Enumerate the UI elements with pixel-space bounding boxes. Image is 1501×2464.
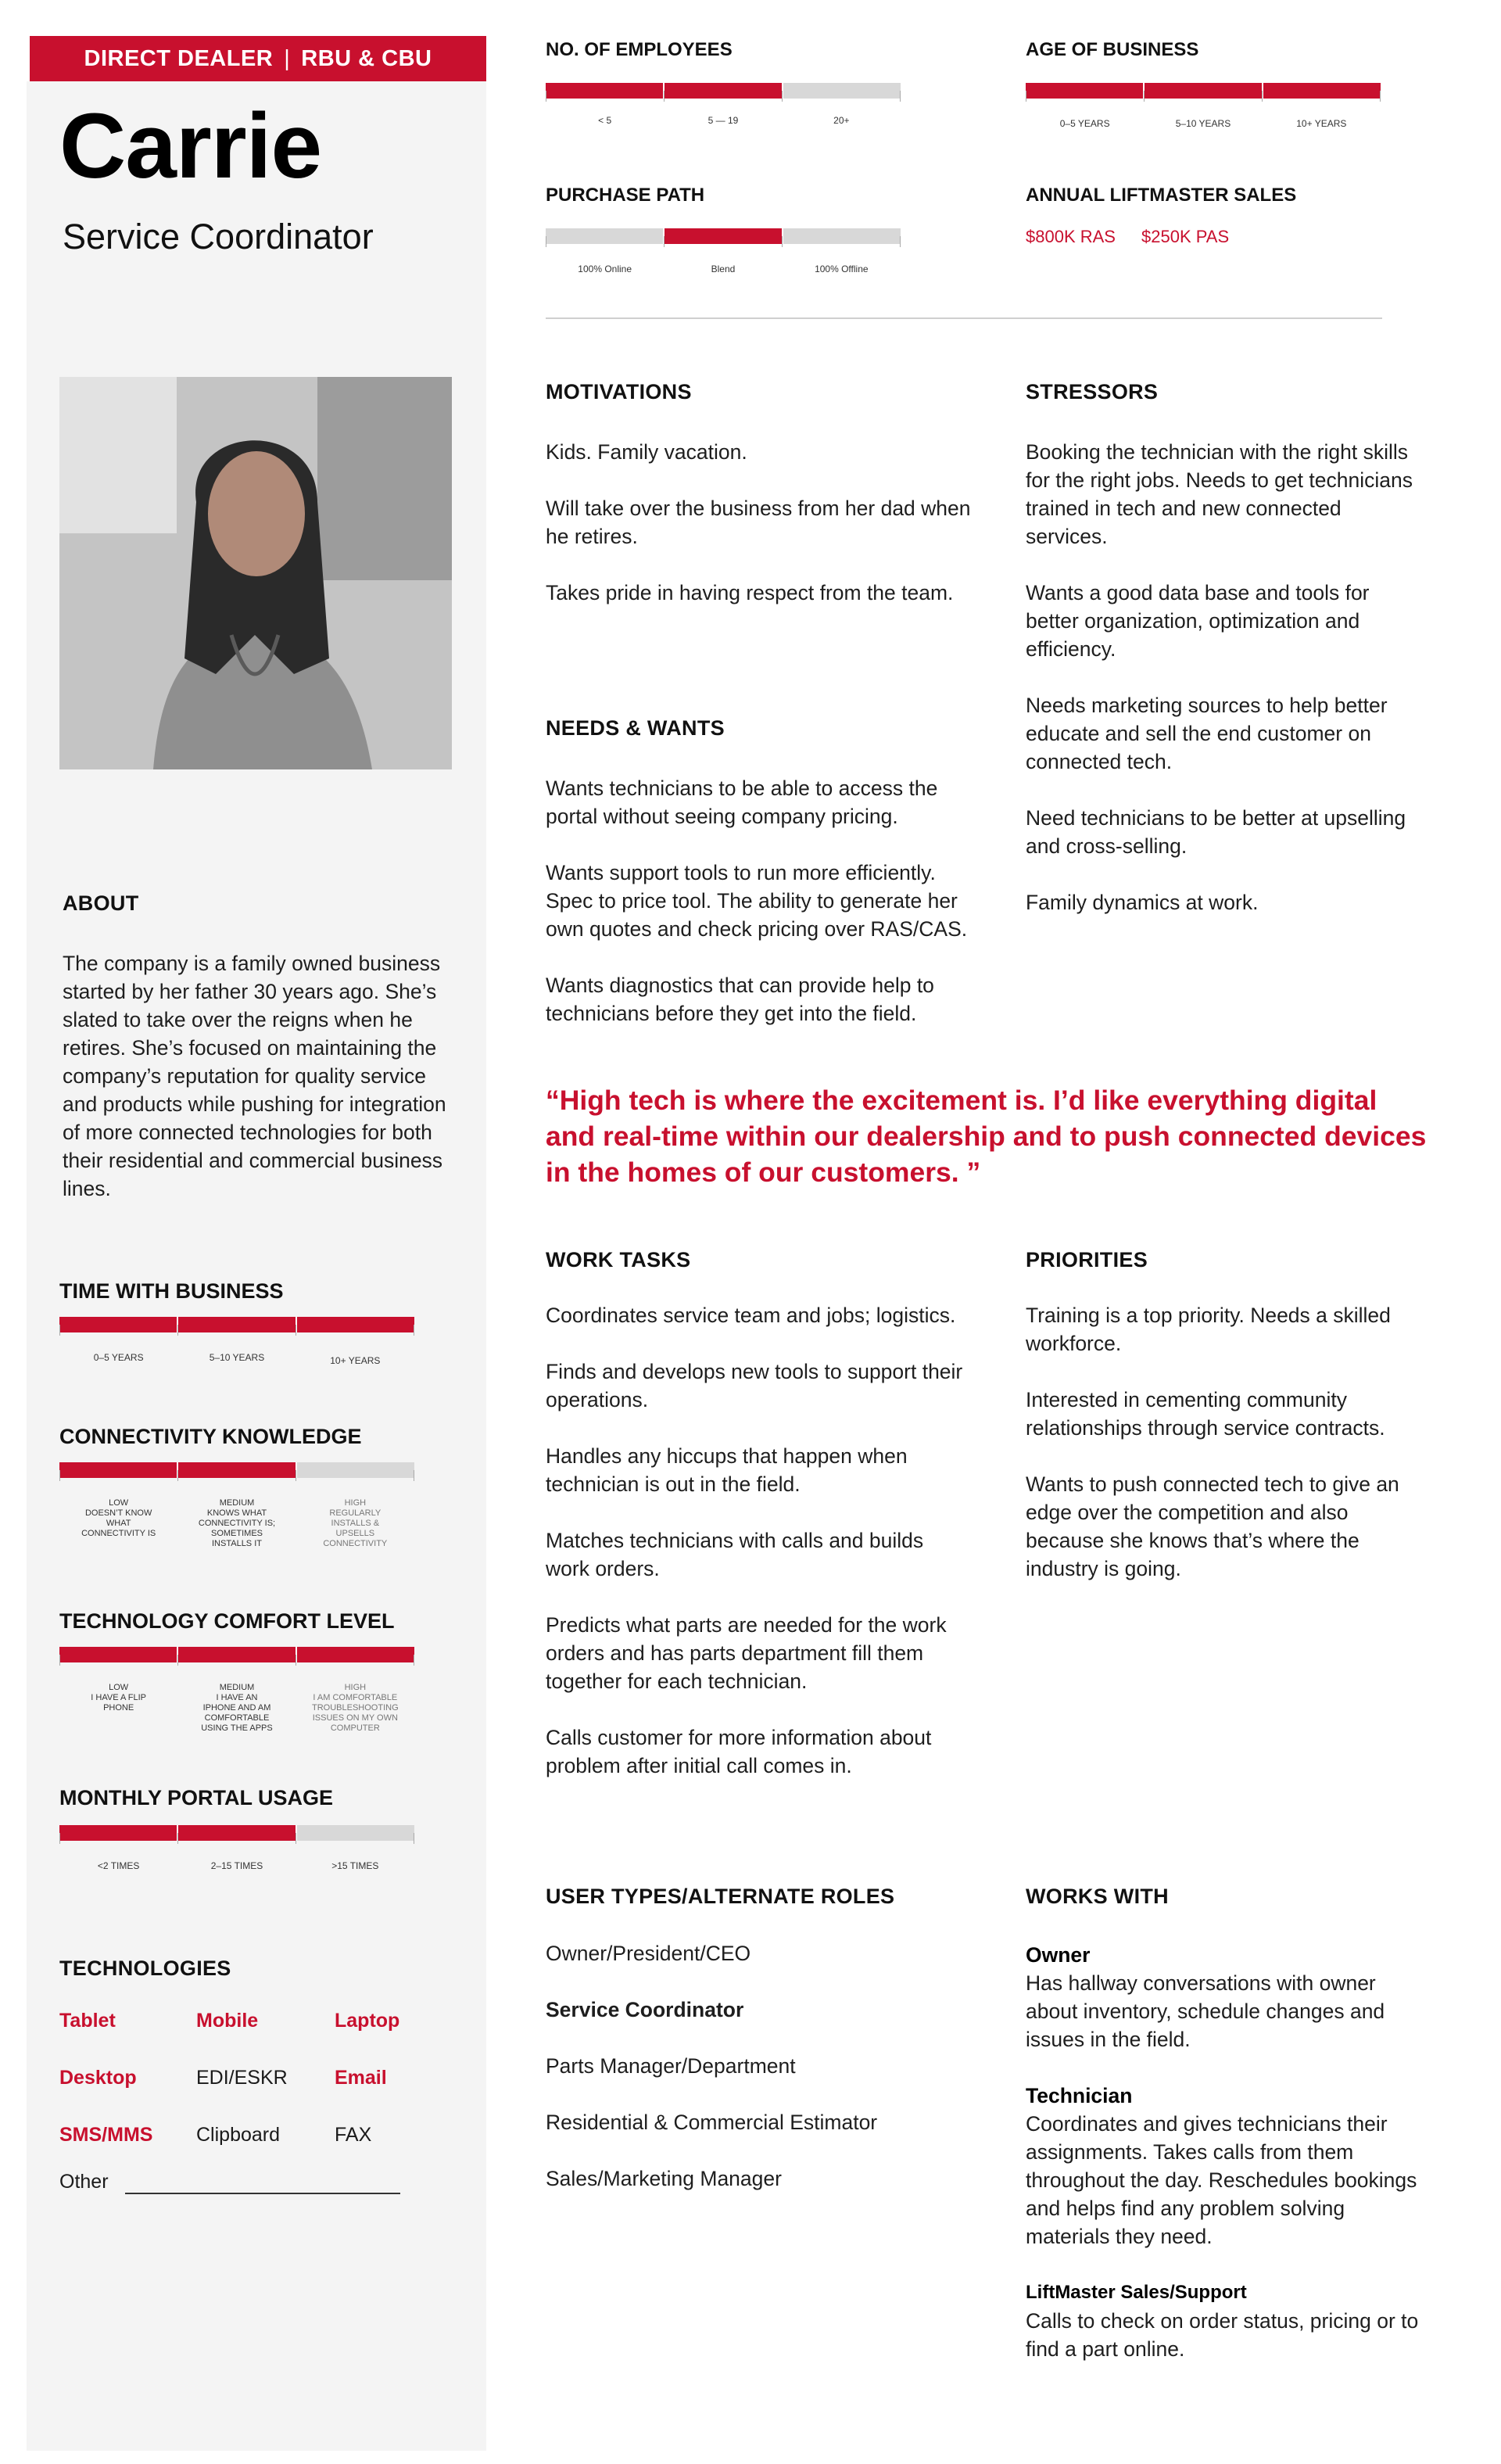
- work-tasks-list: [546, 1301, 968, 1808]
- tick-label: HIGH I AM COMFORTABLE TROUBLESHOOTING ISSUES ON MY OWN COMPUTER: [312, 1683, 399, 1733]
- employees-seg: [665, 83, 783, 99]
- tech-item: Desktop: [59, 2067, 137, 2089]
- tech-item: Mobile: [196, 2010, 259, 2032]
- age-ticks: [1026, 119, 1381, 129]
- employees-bar: [546, 83, 901, 99]
- user-type-item-active: Service Coordinator: [546, 1998, 744, 2021]
- time-with-business-label: TIME WITH BUSINESS: [59, 1279, 284, 1303]
- tick-label: 10+ YEARS: [1296, 118, 1347, 129]
- tech-other-line: [125, 2193, 400, 2194]
- comfort-seg: [59, 1647, 178, 1662]
- tick-label: 5–10 YEARS: [1175, 118, 1231, 129]
- user-type-item: Sales/Marketing Manager: [546, 2167, 782, 2190]
- works-with-entry: [1026, 2279, 1424, 2363]
- need-item: Wants support tools to run more efficiently. Spec to price tool. The ability to generate her own quotes and check pricing over RAS/CAS.: [546, 861, 968, 941]
- tick-label: < 5: [598, 115, 612, 126]
- works-with-list: [1026, 1941, 1424, 2391]
- work-task-item: Predicts what parts are needed for the work orders and has parts department fill them together for each technician.: [546, 1613, 947, 1693]
- needs-list: [546, 774, 983, 1056]
- tech-item: Email: [335, 2067, 387, 2089]
- technologies-grid: [59, 2010, 435, 2147]
- tech-comfort-label: TECHNOLOGY COMFORT LEVEL: [59, 1609, 395, 1633]
- work-task-item: Calls customer for more information about problem after initial call comes in.: [546, 1726, 932, 1777]
- stressors-list: [1026, 438, 1424, 945]
- connectivity-seg: [297, 1462, 414, 1478]
- tech-other-label: Other: [59, 2171, 109, 2193]
- segment-type: DIRECT DEALER: [84, 45, 274, 71]
- comfort-seg: [297, 1647, 414, 1662]
- about-title: ABOUT: [63, 891, 139, 915]
- sales-ras: $800K RAS: [1026, 227, 1116, 246]
- tick-label: >15 TIMES: [331, 1860, 379, 1871]
- stressor-item: Need technicians to be better at upselling and cross-selling.: [1026, 806, 1406, 858]
- work-task-item: Coordinates service team and jobs; logistics.: [546, 1304, 956, 1327]
- user-types-title: USER TYPES/ALTERNATE ROLES: [546, 1885, 895, 1908]
- priority-item: Interested in cementing community relationships through service contracts.: [1026, 1388, 1385, 1440]
- connectivity-bar: [59, 1462, 414, 1478]
- priority-item: Wants to push connected tech to give an edge over the competition and also because she knows that’s where the industry is going.: [1026, 1472, 1399, 1580]
- purchase-seg: [546, 228, 665, 244]
- age-seg: [1145, 83, 1263, 99]
- stressor-item: Booking the technician with the right skills for the right jobs. Needs to get technicians trained in tech and new connected services.: [1026, 440, 1413, 548]
- about-text: The company is a family owned business started by her father 30 years ago. She’s slated to take over the reigns when he retires. She’s focused on maintaining the company’s reputation for quality service and products while pushing for integration of more connected technologies for both their residential and commercial business lines.: [63, 952, 446, 1200]
- portal-seg: [297, 1825, 414, 1841]
- age-label: AGE OF BUSINESS: [1026, 39, 1199, 60]
- needs-title: NEEDS & WANTS: [546, 716, 725, 740]
- tick-label: 0–5 YEARS: [93, 1352, 144, 1363]
- works-with-title: WORKS WITH: [1026, 1885, 1169, 1908]
- segment-units: RBU & CBU: [301, 45, 432, 71]
- user-type-item: Residential & Commercial Estimator: [546, 2111, 878, 2134]
- work-task-item: Finds and develops new tools to support their operations.: [546, 1360, 963, 1411]
- tick-label: MEDIUM I HAVE AN IPHONE AND AM COMFORTABLE USING THE APPS: [201, 1683, 273, 1733]
- user-types-list: [546, 1939, 983, 2221]
- portal-usage-bar: [59, 1825, 414, 1841]
- employees-seg: [546, 83, 665, 99]
- tech-item: Tablet: [59, 2010, 116, 2032]
- works-with-text: Calls to check on order status, pricing or to find a part online.: [1026, 2309, 1419, 2361]
- works-with-name: Owner: [1026, 1943, 1091, 1967]
- works-with-name: Technician: [1026, 2084, 1133, 2107]
- tick-label: MEDIUM KNOWS WHAT CONNECTIVITY IS; SOMETIMES INSTALLS IT: [198, 1498, 276, 1548]
- portal-ticks: [59, 1861, 414, 1871]
- time-seg: [297, 1317, 414, 1332]
- stressor-item: Needs marketing sources to help better educate and sell the end customer on connected tech.: [1026, 694, 1388, 773]
- time-ticks: [59, 1353, 414, 1366]
- work-task-item: Handles any hiccups that happen when technician is out in the field.: [546, 1444, 908, 1496]
- need-item: Wants diagnostics that can provide help to technicians before they get into the field.: [546, 974, 934, 1025]
- section-divider: [546, 317, 1382, 319]
- works-with-text: Coordinates and gives technicians their assignments. Takes calls from them throughout the day. Reschedules bookings and helps find any problem solving materials they need.: [1026, 2112, 1417, 2248]
- works-with-text: Has hallway conversations with owner about inventory, schedule changes and issues in the field.: [1026, 1971, 1385, 2051]
- comfort-ticks: [59, 1683, 414, 1734]
- purchase-ticks: [546, 264, 901, 274]
- employees-ticks: [546, 116, 901, 126]
- tick-label: 2–15 TIMES: [210, 1860, 263, 1871]
- works-with-entry: [1026, 2082, 1424, 2251]
- tick-label: 5 — 19: [708, 115, 739, 126]
- tech-item: SMS/MMS: [59, 2124, 153, 2146]
- tech-item: EDI/ESKR: [196, 2067, 288, 2089]
- tech-comfort-bar: [59, 1647, 414, 1662]
- persona-quote: “High tech is where the excitement is. I’d like everything digital and real-time within our dealership and to push connected devices in the homes of our customers. ”: [546, 1085, 1427, 1188]
- time-with-business-bar: [59, 1317, 414, 1332]
- tick-label: HIGH REGULARLY INSTALLS & UPSELLS CONNECTIVITY: [323, 1498, 388, 1548]
- employees-label: NO. OF EMPLOYEES: [546, 39, 733, 60]
- tick-label: 100% Online: [578, 264, 632, 274]
- segment-separator: |: [284, 45, 291, 71]
- time-seg: [178, 1317, 297, 1332]
- motivation-item: Takes pride in having respect from the team.: [546, 581, 954, 604]
- portal-seg: [178, 1825, 297, 1841]
- work-task-item: Matches technicians with calls and builds work orders.: [546, 1529, 924, 1580]
- purchase-path-bar: [546, 228, 901, 244]
- employees-seg: [783, 83, 901, 99]
- works-with-entry: [1026, 1941, 1424, 2053]
- purchase-seg: [665, 228, 783, 244]
- persona-portrait: [59, 377, 452, 769]
- portrait-illustration: [59, 377, 452, 769]
- motivations-list: [546, 438, 983, 635]
- age-seg: [1263, 83, 1381, 99]
- persona-segment-tag: [30, 36, 486, 81]
- works-with-name: LiftMaster Sales/Support: [1026, 2282, 1247, 2303]
- persona-name: Carrie: [59, 95, 322, 198]
- tick-label: 100% Offline: [815, 264, 869, 274]
- tick-label: 5–10 YEARS: [209, 1352, 265, 1363]
- tick-label: 20+: [833, 115, 850, 126]
- connectivity-label: CONNECTIVITY KNOWLEDGE: [59, 1425, 362, 1448]
- priority-item: Training is a top priority. Needs a skilled workforce.: [1026, 1304, 1391, 1355]
- purchase-seg: [783, 228, 901, 244]
- user-type-item: Parts Manager/Department: [546, 2054, 796, 2078]
- motivation-item: Kids. Family vacation.: [546, 440, 747, 464]
- user-type-item: Owner/President/CEO: [546, 1942, 751, 1965]
- connectivity-seg: [59, 1462, 178, 1478]
- tech-item: Clipboard: [196, 2124, 281, 2146]
- stressor-item: Family dynamics at work.: [1026, 891, 1259, 914]
- technologies-title: TECHNOLOGIES: [59, 1956, 231, 1980]
- tick-label: 10+ YEARS: [330, 1355, 381, 1366]
- portal-seg: [59, 1825, 178, 1841]
- tick-label: <2 TIMES: [97, 1860, 140, 1871]
- purchase-path-label: PURCHASE PATH: [546, 185, 705, 206]
- annual-sales-label: ANNUAL LIFTMASTER SALES: [1026, 185, 1297, 206]
- motivations-title: MOTIVATIONS: [546, 380, 692, 403]
- tick-label: 0–5 YEARS: [1059, 118, 1110, 129]
- priorities-list: [1026, 1301, 1424, 1611]
- persona-role: Service Coordinator: [63, 217, 374, 256]
- time-seg: [59, 1317, 178, 1332]
- tick-label: LOW DOESN’T KNOW WHAT CONNECTIVITY IS: [81, 1498, 156, 1538]
- stressor-item: Wants a good data base and tools for better organization, optimization and efficiency.: [1026, 581, 1370, 661]
- work-tasks-title: WORK TASKS: [546, 1248, 691, 1271]
- connectivity-ticks: [59, 1498, 414, 1549]
- motivation-item: Will take over the business from her dad when he retires.: [546, 497, 971, 548]
- tech-item: Laptop: [335, 2010, 400, 2032]
- comfort-seg: [178, 1647, 297, 1662]
- priorities-title: PRIORITIES: [1026, 1248, 1148, 1271]
- age-seg: [1026, 83, 1145, 99]
- connectivity-seg: [178, 1462, 297, 1478]
- sales-pas: $250K PAS: [1141, 227, 1230, 246]
- tick-label: Blend: [711, 264, 736, 274]
- portal-usage-label: MONTHLY PORTAL USAGE: [59, 1786, 334, 1809]
- tech-item: FAX: [335, 2124, 372, 2146]
- stressors-title: STRESSORS: [1026, 380, 1159, 403]
- tick-label: LOW I HAVE A FLIP PHONE: [91, 1683, 147, 1713]
- age-bar: [1026, 83, 1381, 99]
- need-item: Wants technicians to be able to access the portal without seeing company pricing.: [546, 777, 938, 828]
